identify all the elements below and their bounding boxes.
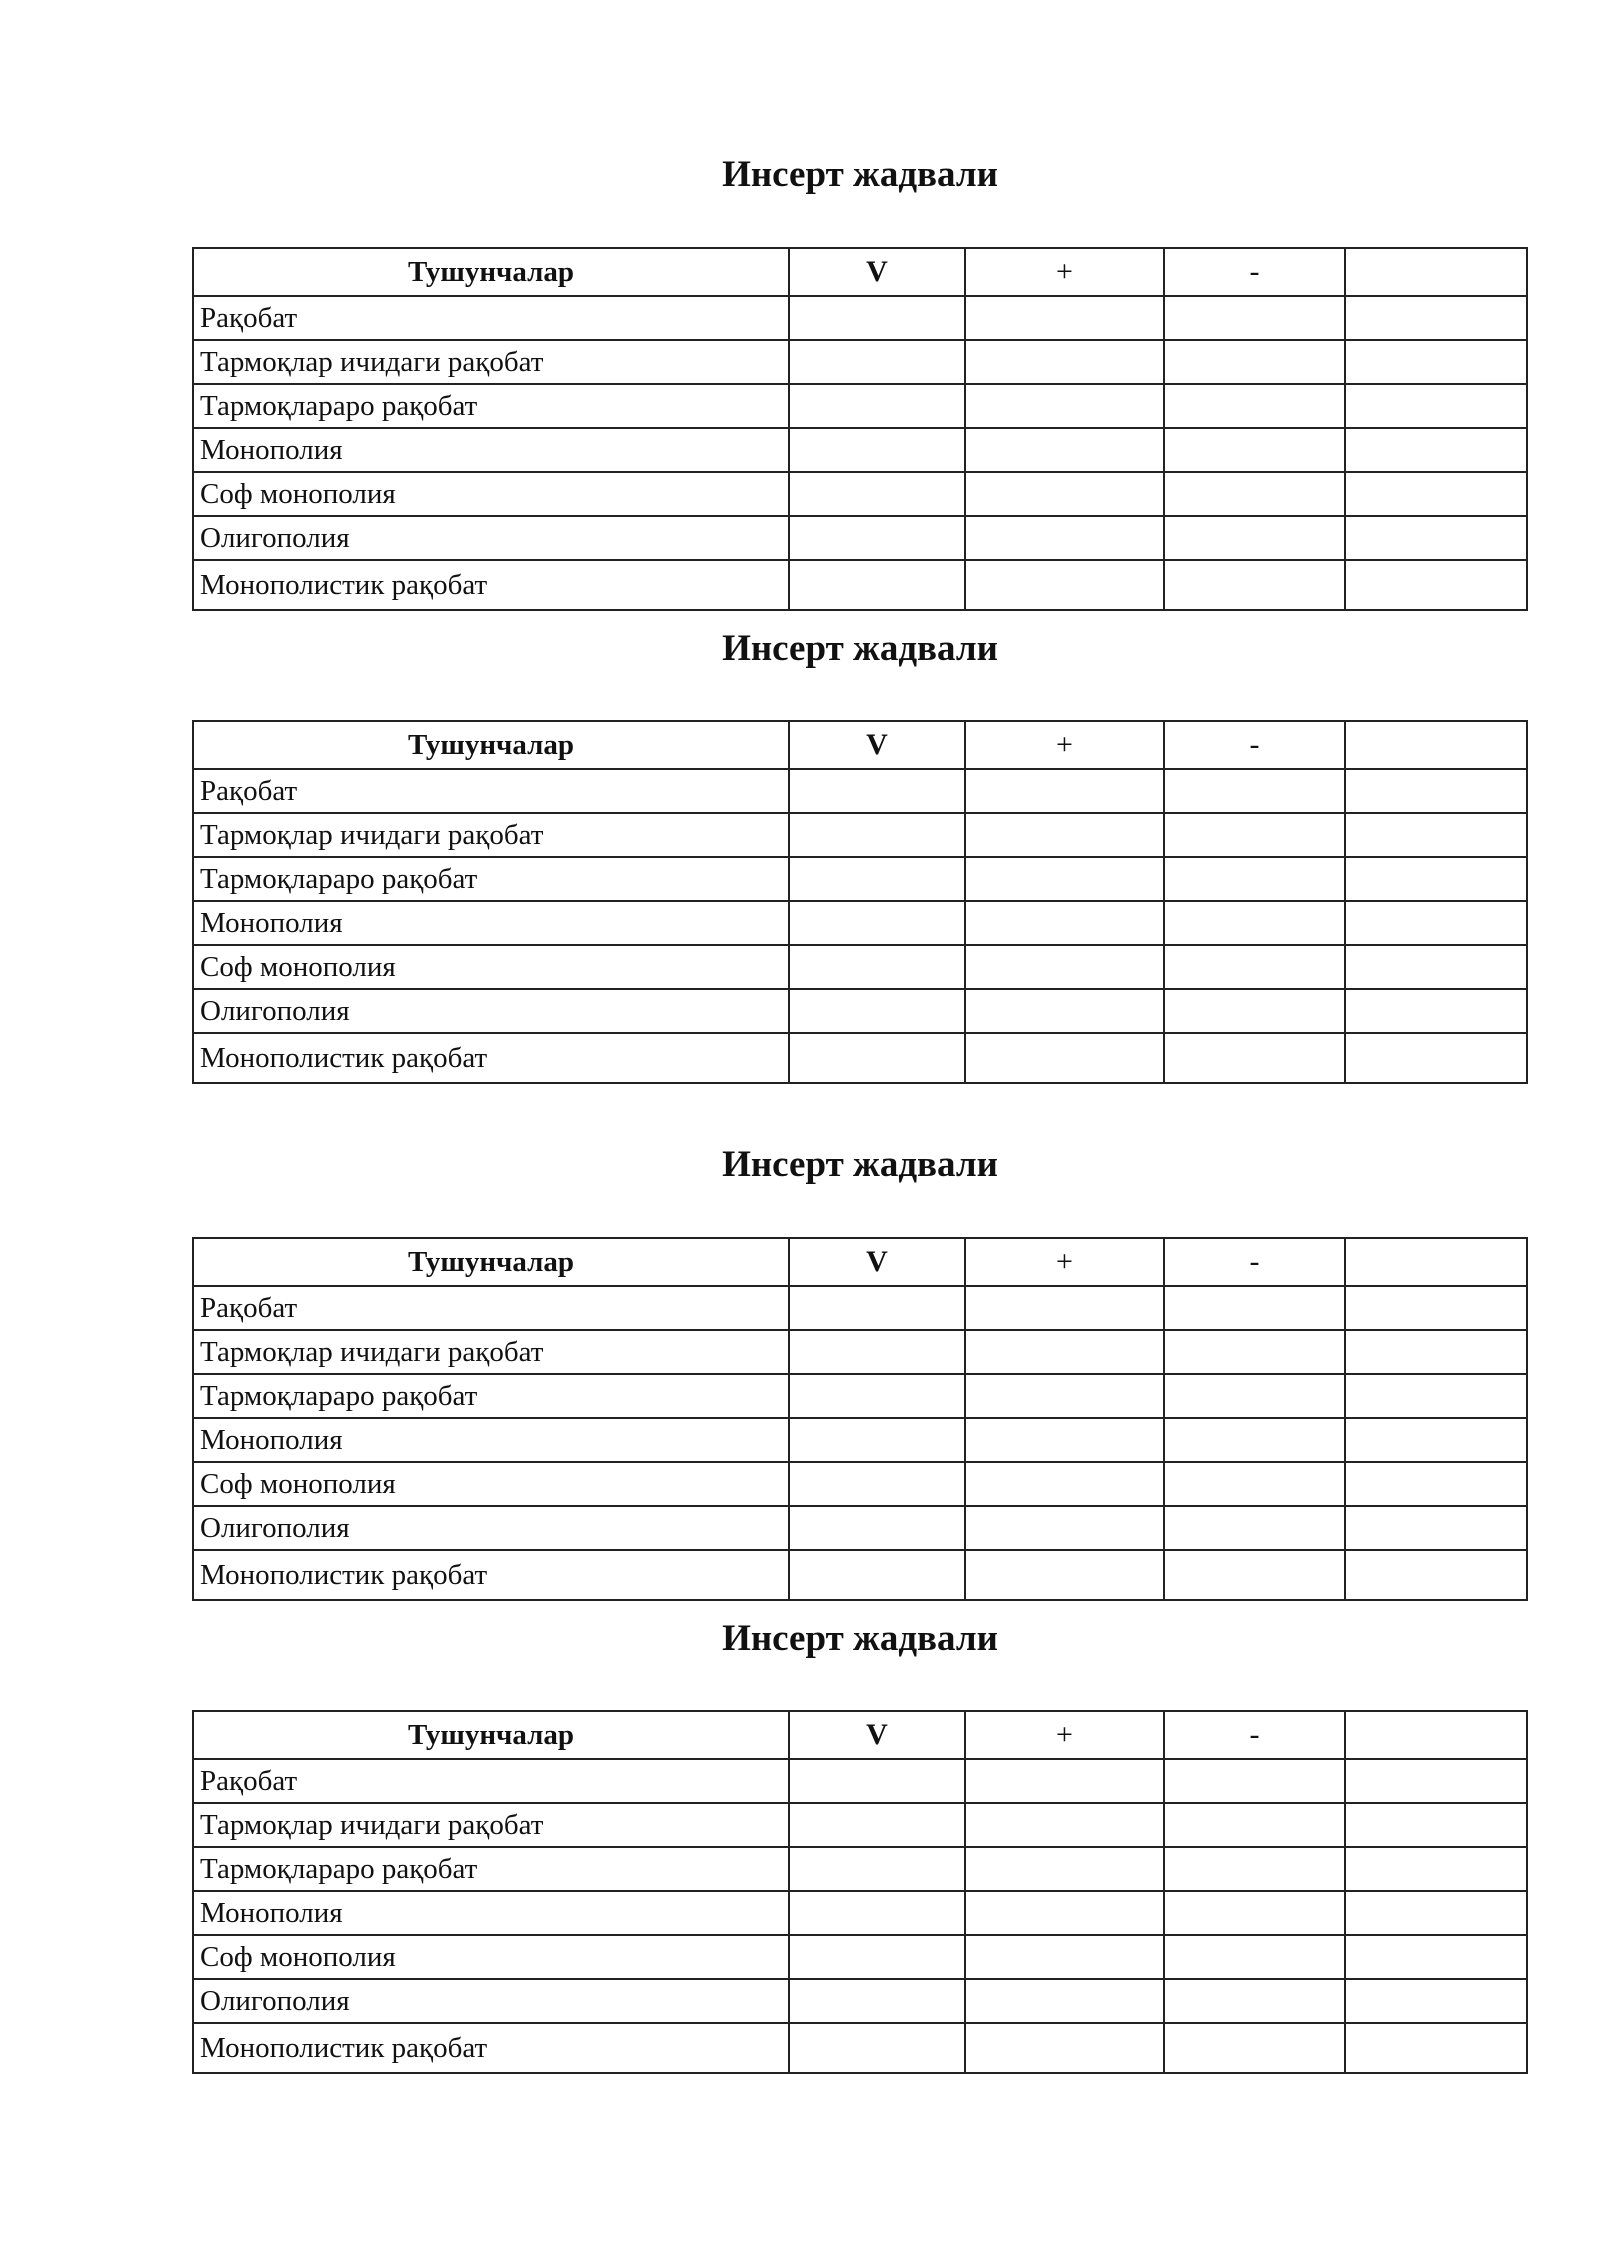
header-v: V [789,248,965,296]
mark-plus-cell[interactable] [965,340,1164,384]
table-row [193,2023,1527,2073]
mark-minus-cell[interactable] [1164,428,1345,472]
mark-minus-cell[interactable] [1164,1979,1345,2023]
header-minus: - [1164,1711,1345,1759]
concept-cell: Рақобат [193,296,789,340]
concept-cell: Монополистик рақобат [193,1033,789,1083]
mark-question-cell[interactable] [1345,857,1527,901]
mark-plus-cell[interactable] [965,560,1164,610]
concept-cell: Соф монополия [193,472,789,516]
concept-cell: Монополия [193,428,789,472]
header-minus: - [1164,721,1345,769]
concept-cell: Тармоқлар ичидаги рақобат [193,1803,789,1847]
mark-question-cell[interactable] [1345,1847,1527,1891]
table-row [193,769,1527,813]
mark-plus-cell[interactable] [965,1550,1164,1600]
table-row [193,813,1527,857]
concept-cell: Олигополия [193,989,789,1033]
table-row [193,516,1527,560]
mark-v-cell[interactable] [789,1847,965,1891]
concept-cell: Олигополия [193,1979,789,2023]
mark-v-cell[interactable] [789,1374,965,1418]
mark-plus-cell[interactable] [965,1330,1164,1374]
mark-question-cell[interactable] [1345,428,1527,472]
table-row [193,1033,1527,1083]
mark-question-cell[interactable] [1345,472,1527,516]
header-concepts: Тушунчалар [193,1238,789,1286]
mark-minus-cell[interactable] [1164,560,1345,610]
mark-question-cell[interactable] [1345,2023,1527,2073]
mark-plus-cell[interactable] [965,769,1164,813]
mark-plus-cell[interactable] [965,1286,1164,1330]
mark-question-cell[interactable] [1345,1033,1527,1083]
mark-plus-cell[interactable] [965,857,1164,901]
table-row [193,1979,1527,2023]
mark-question-cell[interactable] [1345,1891,1527,1935]
mark-question-cell[interactable] [1345,1418,1527,1462]
mark-v-cell[interactable] [789,1979,965,2023]
mark-minus-cell[interactable] [1164,1935,1345,1979]
mark-question-cell[interactable] [1345,384,1527,428]
mark-minus-cell[interactable] [1164,945,1345,989]
table-title: Инсерт жадвали [722,1618,998,1659]
insert-table [192,1710,1528,2074]
concept-cell: Монополия [193,1891,789,1935]
header-concepts: Тушунчалар [193,248,789,296]
mark-plus-cell[interactable] [965,2023,1164,2073]
mark-minus-cell[interactable] [1164,1374,1345,1418]
mark-question-cell[interactable] [1345,1550,1527,1600]
concept-cell: Тармоқлар ичидаги рақобат [193,340,789,384]
mark-v-cell[interactable] [789,857,965,901]
table-title: Инсерт жадвали [722,154,998,195]
table-header-row [193,248,1527,296]
insert-table [192,247,1528,611]
mark-minus-cell[interactable] [1164,857,1345,901]
mark-plus-cell[interactable] [965,1418,1164,1462]
mark-v-cell[interactable] [789,384,965,428]
mark-question-cell[interactable] [1345,1803,1527,1847]
mark-question-cell[interactable] [1345,516,1527,560]
table-row [193,989,1527,1033]
table-row [193,428,1527,472]
mark-question-cell[interactable] [1345,769,1527,813]
table-row [193,1330,1527,1374]
insert-table [192,720,1528,1084]
mark-question-cell[interactable] [1345,1286,1527,1330]
table-row [193,1803,1527,1847]
mark-question-cell[interactable] [1345,813,1527,857]
table-header-row [193,721,1527,769]
mark-v-cell[interactable] [789,516,965,560]
mark-v-cell[interactable] [789,1033,965,1083]
header-question [1345,1711,1527,1759]
mark-minus-cell[interactable] [1164,296,1345,340]
table-row [193,384,1527,428]
mark-v-cell[interactable] [789,945,965,989]
table-row [193,1935,1527,1979]
concept-cell: Монополистик рақобат [193,560,789,610]
table-row [193,1374,1527,1418]
table-title: Инсерт жадвали [722,628,998,669]
concept-cell: Соф монополия [193,1935,789,1979]
table-row [193,296,1527,340]
mark-v-cell[interactable] [789,1759,965,1803]
table-row [193,945,1527,989]
mark-v-cell[interactable] [789,769,965,813]
header-minus: - [1164,1238,1345,1286]
table-header-row [193,1238,1527,1286]
mark-plus-cell[interactable] [965,1803,1164,1847]
concept-cell: Тармоқлар ичидаги рақобат [193,1330,789,1374]
mark-v-cell[interactable] [789,472,965,516]
mark-question-cell[interactable] [1345,1330,1527,1374]
mark-plus-cell[interactable] [965,813,1164,857]
concept-cell: Рақобат [193,1286,789,1330]
mark-v-cell[interactable] [789,901,965,945]
mark-plus-cell[interactable] [965,1935,1164,1979]
mark-v-cell[interactable] [789,2023,965,2073]
mark-minus-cell[interactable] [1164,1891,1345,1935]
mark-minus-cell[interactable] [1164,769,1345,813]
table-row [193,1286,1527,1330]
concept-cell: Тармоқлар ичидаги рақобат [193,813,789,857]
table-header-row [193,1711,1527,1759]
table-row [193,1891,1527,1935]
mark-v-cell[interactable] [789,1803,965,1847]
mark-minus-cell[interactable] [1164,989,1345,1033]
concept-cell: Тармоқлараро рақобат [193,384,789,428]
mark-v-cell[interactable] [789,428,965,472]
mark-plus-cell[interactable] [965,989,1164,1033]
mark-plus-cell[interactable] [965,1374,1164,1418]
mark-plus-cell[interactable] [965,1847,1164,1891]
table-row [193,1847,1527,1891]
mark-minus-cell[interactable] [1164,472,1345,516]
mark-question-cell[interactable] [1345,1506,1527,1550]
mark-plus-cell[interactable] [965,516,1164,560]
mark-v-cell[interactable] [789,989,965,1033]
header-question [1345,721,1527,769]
mark-minus-cell[interactable] [1164,1847,1345,1891]
mark-plus-cell[interactable] [965,1033,1164,1083]
table-row [193,1462,1527,1506]
concept-cell: Монополия [193,901,789,945]
mark-minus-cell[interactable] [1164,516,1345,560]
mark-v-cell[interactable] [789,1506,965,1550]
concept-cell: Рақобат [193,1759,789,1803]
concept-cell: Монополия [193,1418,789,1462]
mark-minus-cell[interactable] [1164,1759,1345,1803]
concept-cell: Монополистик рақобат [193,1550,789,1600]
mark-minus-cell[interactable] [1164,1033,1345,1083]
mark-v-cell[interactable] [789,1286,965,1330]
mark-plus-cell[interactable] [965,1506,1164,1550]
header-question [1345,248,1527,296]
table-row [193,1759,1527,1803]
table-row [193,560,1527,610]
header-plus: + [965,721,1164,769]
insert-table [192,1237,1528,1601]
concept-cell: Тармоқлараро рақобат [193,1374,789,1418]
mark-plus-cell[interactable] [965,1462,1164,1506]
mark-plus-cell[interactable] [965,472,1164,516]
mark-v-cell[interactable] [789,560,965,610]
mark-minus-cell[interactable] [1164,1550,1345,1600]
mark-minus-cell[interactable] [1164,1330,1345,1374]
mark-question-cell[interactable] [1345,296,1527,340]
mark-plus-cell[interactable] [965,428,1164,472]
mark-minus-cell[interactable] [1164,1462,1345,1506]
mark-minus-cell[interactable] [1164,901,1345,945]
mark-minus-cell[interactable] [1164,1803,1345,1847]
table-title: Инсерт жадвали [722,1144,998,1185]
mark-minus-cell[interactable] [1164,813,1345,857]
header-question [1345,1238,1527,1286]
mark-question-cell[interactable] [1345,340,1527,384]
table-row [193,1418,1527,1462]
header-minus: - [1164,248,1345,296]
mark-v-cell[interactable] [789,340,965,384]
table-row [193,472,1527,516]
mark-v-cell[interactable] [789,1935,965,1979]
mark-v-cell[interactable] [789,1891,965,1935]
table-row [193,901,1527,945]
mark-question-cell[interactable] [1345,1462,1527,1506]
concept-cell: Олигополия [193,516,789,560]
mark-plus-cell[interactable] [965,1979,1164,2023]
header-v: V [789,721,965,769]
concept-cell: Монополистик рақобат [193,2023,789,2073]
concept-cell: Тармоқлараро рақобат [193,1847,789,1891]
header-v: V [789,1238,965,1286]
mark-v-cell[interactable] [789,1462,965,1506]
header-plus: + [965,1238,1164,1286]
concept-cell: Соф монополия [193,945,789,989]
mark-question-cell[interactable] [1345,1759,1527,1803]
mark-minus-cell[interactable] [1164,384,1345,428]
table-row [193,1550,1527,1600]
table-row [193,1506,1527,1550]
mark-minus-cell[interactable] [1164,340,1345,384]
mark-v-cell[interactable] [789,1418,965,1462]
mark-question-cell[interactable] [1345,1374,1527,1418]
concept-cell: Тармоқлараро рақобат [193,857,789,901]
concept-cell: Соф монополия [193,1462,789,1506]
mark-v-cell[interactable] [789,1330,965,1374]
table-row [193,857,1527,901]
header-plus: + [965,248,1164,296]
mark-minus-cell[interactable] [1164,1286,1345,1330]
concept-cell: Олигополия [193,1506,789,1550]
header-v: V [789,1711,965,1759]
mark-question-cell[interactable] [1345,989,1527,1033]
mark-minus-cell[interactable] [1164,2023,1345,2073]
mark-plus-cell[interactable] [965,384,1164,428]
header-plus: + [965,1711,1164,1759]
mark-question-cell[interactable] [1345,1979,1527,2023]
header-concepts: Тушунчалар [193,721,789,769]
header-concepts: Тушунчалар [193,1711,789,1759]
mark-v-cell[interactable] [789,813,965,857]
mark-question-cell[interactable] [1345,560,1527,610]
table-row [193,340,1527,384]
mark-question-cell[interactable] [1345,1935,1527,1979]
mark-plus-cell[interactable] [965,1891,1164,1935]
mark-plus-cell[interactable] [965,945,1164,989]
mark-minus-cell[interactable] [1164,1506,1345,1550]
mark-plus-cell[interactable] [965,1759,1164,1803]
mark-minus-cell[interactable] [1164,1418,1345,1462]
concept-cell: Рақобат [193,769,789,813]
mark-question-cell[interactable] [1345,945,1527,989]
mark-plus-cell[interactable] [965,901,1164,945]
mark-plus-cell[interactable] [965,296,1164,340]
mark-v-cell[interactable] [789,296,965,340]
mark-question-cell[interactable] [1345,901,1527,945]
mark-v-cell[interactable] [789,1550,965,1600]
